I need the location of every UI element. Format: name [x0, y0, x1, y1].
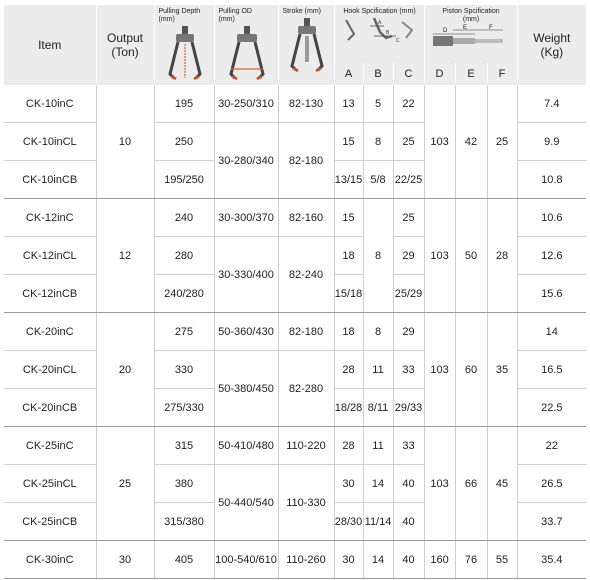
hook-a-cell: 15 — [334, 123, 363, 161]
header-col-b: B — [363, 63, 393, 85]
od-cell: 50-410/480 — [214, 427, 278, 465]
weight-cell: 33.7 — [517, 503, 586, 541]
stroke-cell: 82-130 — [278, 85, 334, 123]
hook-c-cell: 22 — [393, 85, 424, 123]
header-output-unit: (Ton) — [111, 45, 139, 59]
hook-b-cell: 8 — [363, 199, 393, 313]
hook-b-cell: 5 — [363, 85, 393, 123]
hook-b-cell: 11/14 — [363, 503, 393, 541]
piston-diagram-icon — [429, 24, 513, 50]
hook-a-cell: 18 — [334, 313, 363, 351]
piston-f-cell: 35 — [487, 313, 517, 427]
svg-text:B: B — [385, 30, 389, 36]
header-output — [96, 5, 154, 85]
piston-f-cell: 28 — [487, 199, 517, 313]
table-row — [4, 199, 586, 237]
item-cell: CK-20inCB — [4, 389, 96, 427]
header-pulling-od-unit: (mm) — [218, 16, 235, 23]
item-cell: CK-12inCB — [4, 275, 96, 313]
hook-c-cell: 29 — [393, 237, 424, 275]
piston-label-f: F — [489, 25, 493, 31]
od-cell: 30-250/310 — [214, 85, 278, 123]
piston-d-cell: 160 — [424, 541, 455, 579]
hook-b-cell: 8 — [363, 123, 393, 161]
piston-d-cell: 103 — [424, 199, 455, 313]
hook-a-cell: 30 — [334, 465, 363, 503]
weight-cell: 22.5 — [517, 389, 586, 427]
weight-cell: 14 — [517, 313, 586, 351]
depth-cell: 195 — [154, 85, 214, 123]
header-stroke-label: Stroke (mm) — [282, 8, 321, 15]
header-col-e: E — [455, 63, 487, 85]
hook-a-cell: 13 — [334, 85, 363, 123]
item-cell: CK-25inC — [4, 427, 96, 465]
hook-b-cell: 14 — [363, 541, 393, 579]
hook-c-cell: 33 — [393, 427, 424, 465]
hook-c-cell: 25 — [393, 199, 424, 237]
stroke-cell: 82-180 — [278, 313, 334, 351]
stroke-cell: 110-220 — [278, 427, 334, 465]
item-cell: CK-10inCL — [4, 123, 96, 161]
piston-f-cell: 55 — [487, 541, 517, 579]
hook-c-cell: 29/33 — [393, 389, 424, 427]
od-cell: 30-330/400 — [214, 237, 278, 313]
weight-cell: 10.8 — [517, 161, 586, 199]
header-output-label: Output — [106, 31, 144, 45]
depth-cell: 405 — [154, 541, 214, 579]
depth-cell: 315 — [154, 427, 214, 465]
weight-cell: 16.5 — [517, 351, 586, 389]
item-cell: CK-25inCL — [4, 465, 96, 503]
output-cell: 25 — [96, 427, 154, 541]
piston-e-cell: 50 — [455, 199, 487, 313]
piston-e-cell: 42 — [455, 85, 487, 199]
table-row — [4, 541, 586, 579]
hook-b-cell: 11 — [363, 351, 393, 389]
item-cell: CK-10inC — [4, 85, 96, 123]
piston-d-cell: 103 — [424, 313, 455, 427]
header-item-label: Item — [38, 38, 62, 52]
item-cell: CK-12inCL — [4, 237, 96, 275]
item-cell: CK-20inC — [4, 313, 96, 351]
od-cell: 50-440/540 — [214, 465, 278, 541]
od-cell: 100-540/610 — [214, 541, 278, 579]
hook-a-cell: 28/30 — [334, 503, 363, 541]
item-cell: CK-25inCB — [4, 503, 96, 541]
hook-a-cell: 15/18 — [334, 275, 363, 313]
header-weight — [517, 5, 586, 85]
header-hook-spec-label: Hook Spcification (mm) — [343, 8, 416, 15]
hook-a-cell: 18/28 — [334, 389, 363, 427]
header-item — [4, 5, 96, 85]
header-col-c: C — [393, 63, 424, 85]
header-pulling-depth-unit: (mm) — [158, 16, 175, 23]
od-cell: 50-380/450 — [214, 351, 278, 427]
item-cell: CK-10inCB — [4, 161, 96, 199]
puller-stroke-icon — [285, 16, 329, 76]
weight-cell: 15.6 — [517, 275, 586, 313]
puller-od-icon — [222, 24, 272, 84]
table-row — [4, 427, 586, 465]
hook-b-cell: 8 — [363, 313, 393, 351]
piston-f-cell: 45 — [487, 427, 517, 541]
weight-cell: 35.4 — [517, 541, 586, 579]
depth-cell: 280 — [154, 237, 214, 275]
header-col-f: F — [487, 63, 517, 85]
weight-cell: 9.9 — [517, 123, 586, 161]
stroke-cell: 82-160 — [278, 199, 334, 237]
header-pulling-depth-label: Pulling Depth — [158, 8, 201, 15]
item-cell: CK-12inC — [4, 199, 96, 237]
hook-b-cell: 11 — [363, 427, 393, 465]
piston-f-cell: 25 — [487, 85, 517, 199]
stroke-cell: 82-180 — [278, 123, 334, 199]
depth-cell: 240/280 — [154, 275, 214, 313]
header-weight-unit: (Kg) — [540, 45, 564, 59]
piston-label-d: D — [443, 28, 448, 34]
hook-c-cell: 25/29 — [393, 275, 424, 313]
hook-c-cell: 40 — [393, 465, 424, 503]
table-row — [4, 313, 586, 351]
header-col-d: D — [424, 63, 455, 85]
od-cell: 50-360/430 — [214, 313, 278, 351]
stroke-cell: 110-330 — [278, 465, 334, 541]
hook-c-cell: 22/25 — [393, 161, 424, 199]
hook-a-cell: 18 — [334, 237, 363, 275]
item-cell: CK-20inCL — [4, 351, 96, 389]
output-cell: 12 — [96, 199, 154, 313]
hook-a-cell: 15 — [334, 199, 363, 237]
hook-a-cell: 28 — [334, 427, 363, 465]
depth-cell: 275 — [154, 313, 214, 351]
header-piston-spec — [424, 5, 517, 63]
piston-e-cell: 60 — [455, 313, 487, 427]
header-pulling-od — [214, 5, 278, 85]
item-cell: CK-30inC — [4, 541, 96, 579]
hook-b-cell: 14 — [363, 465, 393, 503]
weight-cell: 26.5 — [517, 465, 586, 503]
depth-cell: 195/250 — [154, 161, 214, 199]
header-weight-label: Weight — [533, 31, 571, 45]
output-cell: 20 — [96, 313, 154, 427]
header-stroke — [278, 5, 334, 85]
output-cell: 10 — [96, 85, 154, 199]
hook-a-cell: 13/15 — [334, 161, 363, 199]
od-cell: 30-300/370 — [214, 199, 278, 237]
piston-label-e: E — [463, 25, 468, 31]
hook-c-cell: 29 — [393, 313, 424, 351]
depth-cell: 330 — [154, 351, 214, 389]
svg-text:C: C — [395, 38, 400, 44]
depth-cell: 380 — [154, 465, 214, 503]
table-row — [4, 85, 586, 123]
stroke-cell: 82-240 — [278, 237, 334, 313]
hook-c-cell: 33 — [393, 351, 424, 389]
depth-cell: 250 — [154, 123, 214, 161]
svg-text:A: A — [377, 20, 381, 26]
depth-cell: 240 — [154, 199, 214, 237]
header-pulling-od-label: Pulling OD — [218, 8, 252, 15]
weight-cell: 7.4 — [517, 85, 586, 123]
weight-cell: 22 — [517, 427, 586, 465]
header-piston-spec-unit: (mm) — [462, 16, 480, 23]
header-piston-spec-label: Piston Spcification — [442, 8, 500, 15]
header-col-a: A — [334, 63, 363, 85]
hook-diagram-icon — [340, 16, 420, 44]
od-cell: 30-280/340 — [214, 123, 278, 199]
hook-b-cell: 8/11 — [363, 389, 393, 427]
piston-d-cell: 103 — [424, 85, 455, 199]
header-hook-spec — [334, 5, 424, 63]
hook-b-cell: 5/8 — [363, 161, 393, 199]
puller-depth-icon — [162, 24, 208, 84]
hook-a-cell: 28 — [334, 351, 363, 389]
hook-c-cell: 40 — [393, 541, 424, 579]
hook-c-cell: 25 — [393, 123, 424, 161]
stroke-cell: 110-260 — [278, 541, 334, 579]
piston-e-cell: 66 — [455, 427, 487, 541]
spec-table — [4, 5, 586, 579]
weight-cell: 12.6 — [517, 237, 586, 275]
hook-a-cell: 30 — [334, 541, 363, 579]
stroke-cell: 82-280 — [278, 351, 334, 427]
depth-cell: 275/330 — [154, 389, 214, 427]
hook-c-cell: 40 — [393, 503, 424, 541]
piston-e-cell: 76 — [455, 541, 487, 579]
output-cell: 30 — [96, 541, 154, 579]
depth-cell: 315/380 — [154, 503, 214, 541]
piston-d-cell: 103 — [424, 427, 455, 541]
header-pulling-depth — [154, 5, 214, 85]
weight-cell: 10.6 — [517, 199, 586, 237]
